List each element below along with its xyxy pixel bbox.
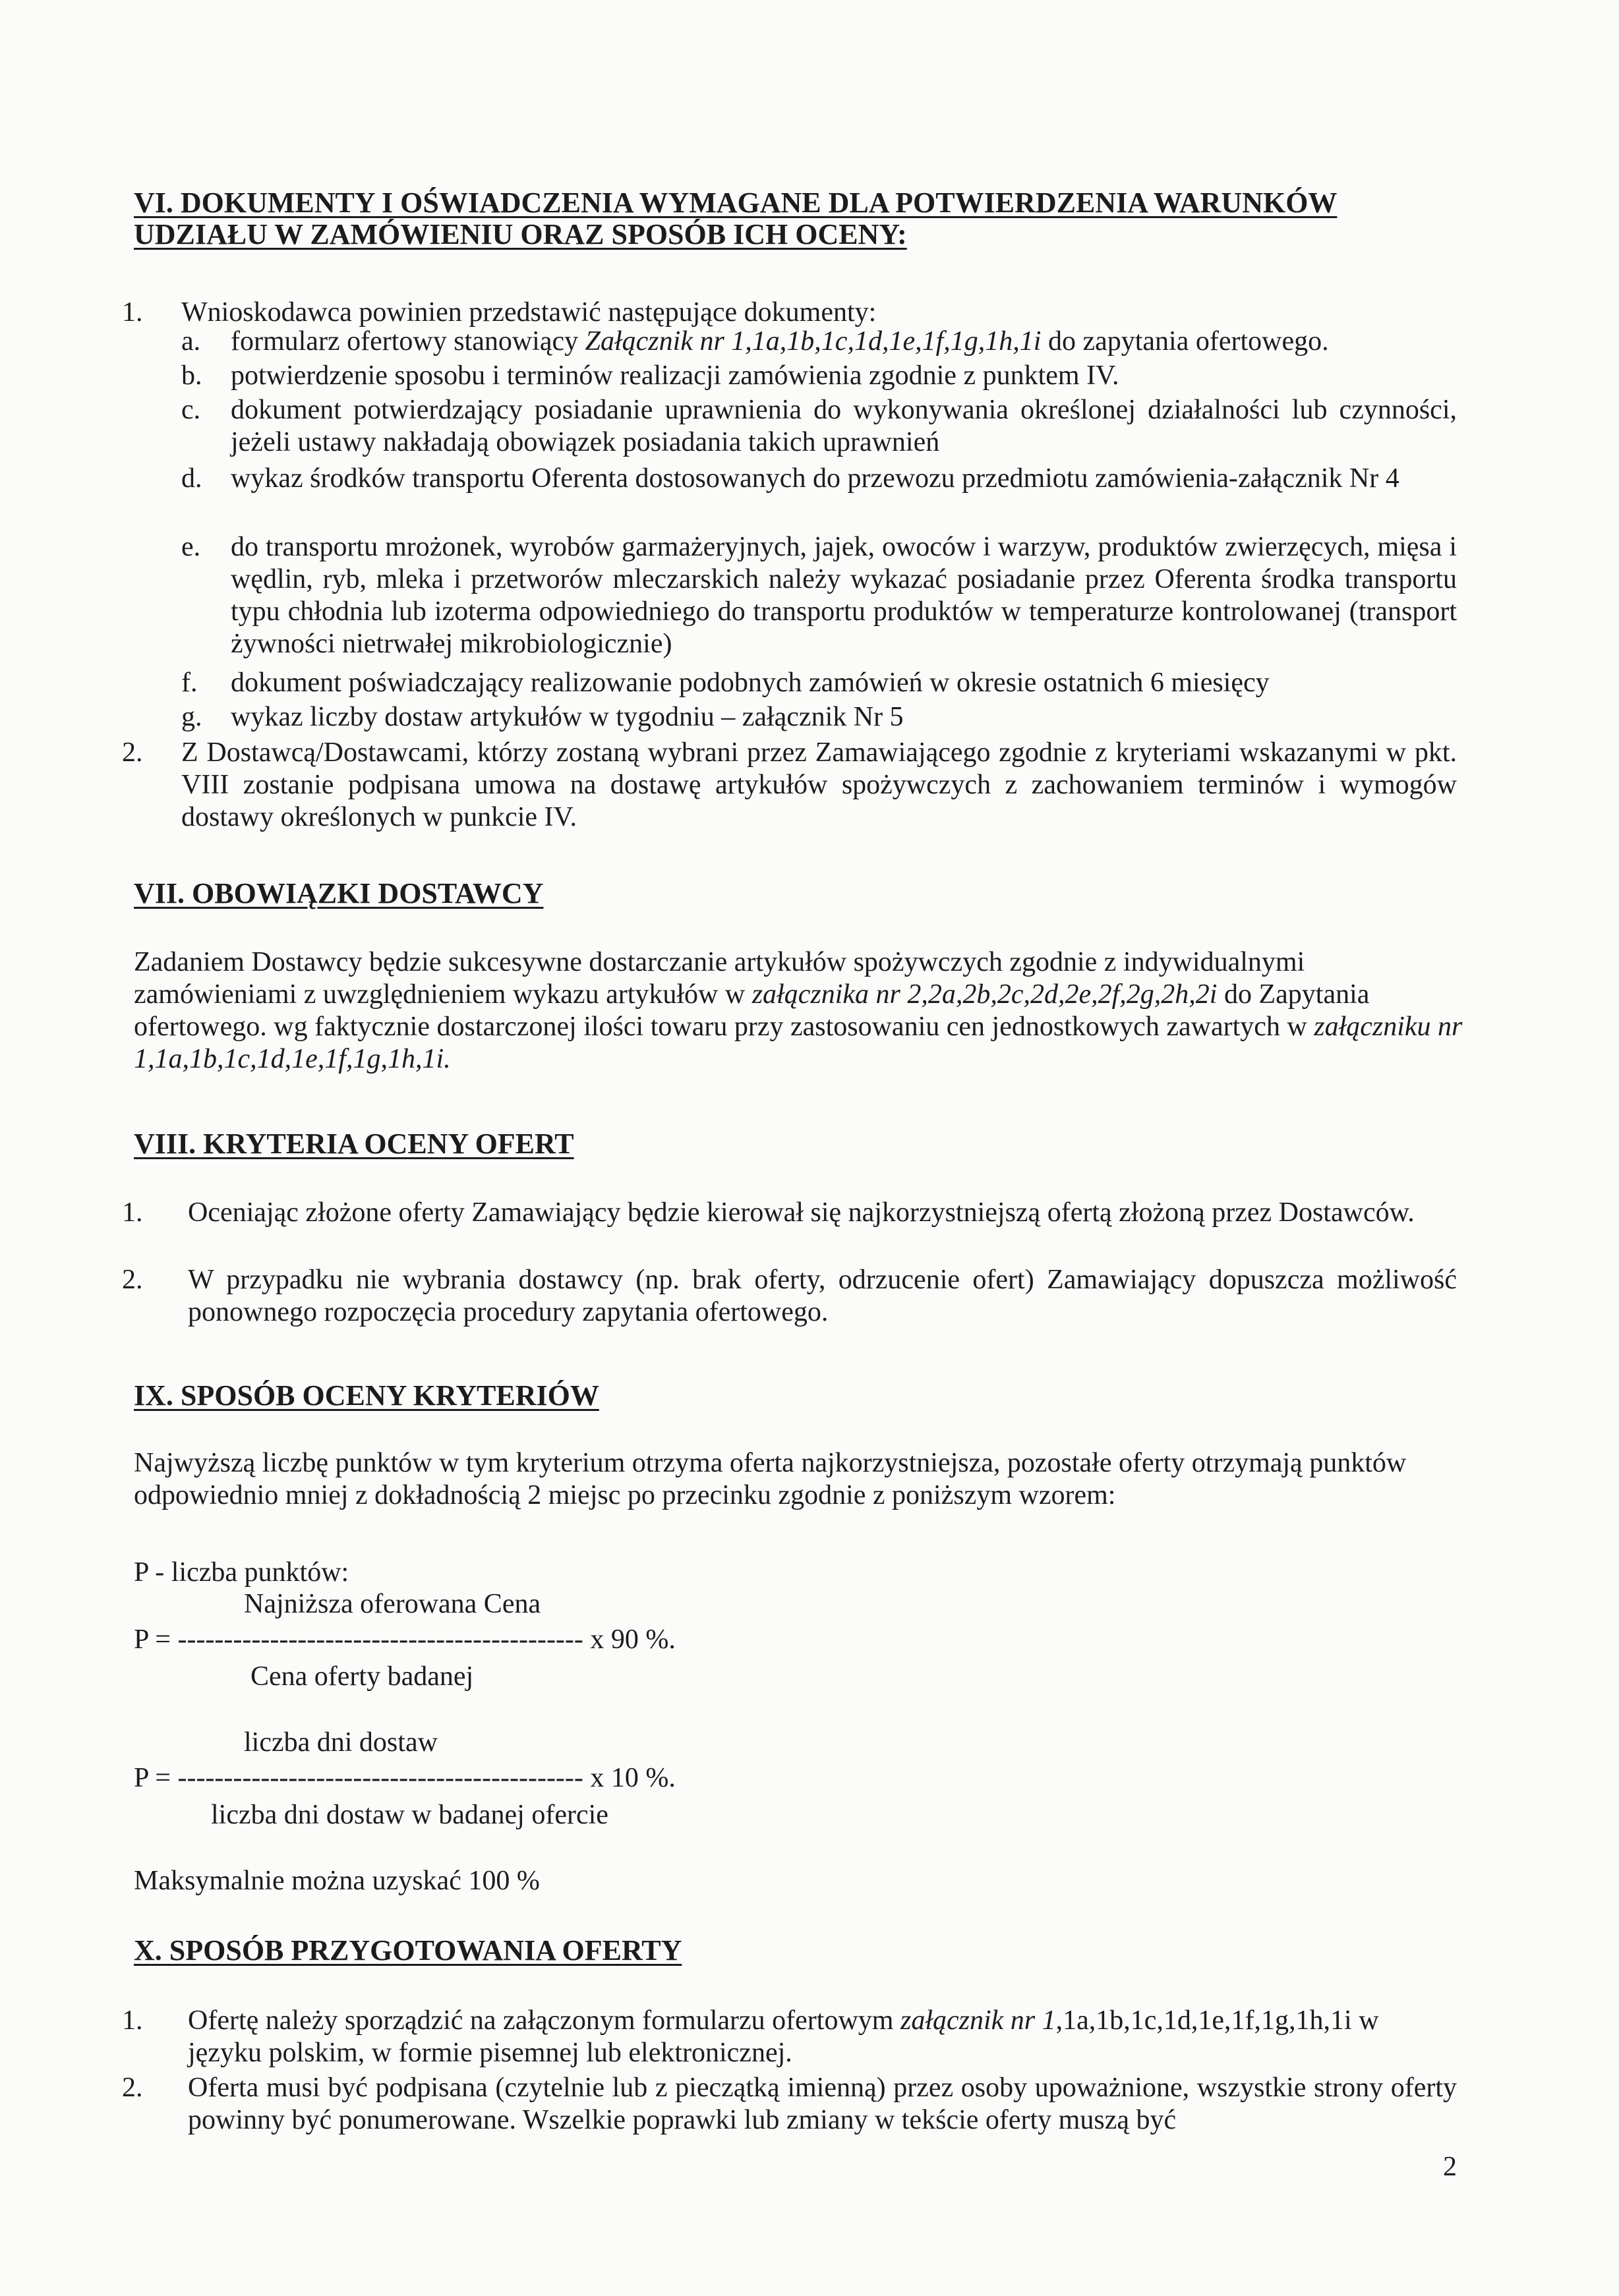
x-item1-pre: Ofertę należy sporządzić na załączonym formularzu ofertowym [188, 2005, 900, 2036]
vi-sub-b-text: potwierdzenie sposobu i terminów realizacji zamówienia zgodnie z punktem IV. [231, 360, 1119, 391]
formula2-numerator: liczba dni dostaw [244, 1727, 438, 1758]
vi-sub-f-mark: f. [181, 668, 198, 698]
vi-sub-c-mark: c. [181, 395, 201, 425]
formula2-line: P = -------------------------------------------- x 10 %. [134, 1763, 676, 1793]
formula1-line: P = -------------------------------------------- x 90 %. [134, 1624, 676, 1655]
vi-sub-c-text: dokument potwierdzający posiadanie uprawnienia do wykonywania określonej działalności lub czynności, jeżeli ustawy nakładają obowiązek posiadania takich uprawnień [231, 395, 1457, 457]
section-vii-paragraph [134, 946, 1465, 1076]
viii-item2-text: W przypadku nie wybrania dostawcy (np. brak oferty, odrzucenie ofert) Zamawiający dopuszcza możliwość ponownego rozpoczęcia procedury zapytania ofertowego. [188, 1265, 1457, 1327]
vi-sub-e-mark: e. [181, 532, 201, 562]
section-vii-heading: VII. OBOWIĄZKI DOSTAWCY [134, 877, 544, 909]
x-item1-number: 1. [122, 2005, 143, 2036]
section-viii-heading: VIII. KRYTERIA OCENY OFERT [134, 1128, 574, 1160]
vii-text-1: Zadaniem Dostawcy będzie sukcesywne dostarczanie artykułów spożywczych zgodnie z indywidualnymi zamówieniami z uwzględnieniem wykazu artykułów w [134, 947, 1305, 1010]
vi-sub-d-text: wykaz środków transportu Oferenta dostosowanych do przewozu przedmiotu zamówienia-załącznik Nr 4 [231, 463, 1399, 494]
vii-attachment-ref-2: załączniku nr 1,1a,1b,1c,1d,1e,1f,1g,1h,1i. [134, 1012, 1463, 1074]
formula2-denominator: liczba dni dostaw w badanej ofercie [211, 1800, 608, 1830]
viii-item2-number: 2. [122, 1265, 143, 1295]
formula1-denominator: Cena oferty badanej [250, 1661, 474, 1692]
vi-item1-number: 1. [122, 297, 143, 328]
formula1-numerator: Najniższa oferowana Cena [244, 1589, 541, 1619]
vi-sub-e-text: do transportu mrożonek, wyrobów garmażeryjnych, jajek, owoców i warzyw, produktów zwierzęcych, mięsa i wędlin, ryb, mleka i przetworów mleczarskich należy wykazać posiadanie przez Oferenta środka transportu typu chłodnia lub izoterma odpowiedniego do transportu produktów w temperaturze kontrolowanej (transport żywności nietrwałej mikrobiologicznie) [231, 532, 1457, 659]
section-x-heading: X. SPOSÓB PRZYGOTOWANIA OFERTY [134, 1934, 682, 1966]
vi-item1-text: Wnioskodawca powinien przedstawić następujące dokumenty: [181, 297, 877, 328]
viii-item1-number: 1. [122, 1197, 143, 1228]
vi-sub-a-mark: a. [181, 326, 201, 357]
section-ix-heading: IX. SPOSÓB OCENY KRYTERIÓW [134, 1379, 599, 1412]
ix-max-points: Maksymalnie można uzyskać 100 % [134, 1866, 540, 1896]
vii-text-2: do Zapytania ofertowego. wg faktycznie dostarczonej ilości towaru przy zastosowaniu cen jednostkowych zawartych w [134, 979, 1370, 1042]
vi-sub-d-mark: d. [181, 463, 202, 494]
vi-sub-f-text: dokument poświadczający realizowanie podobnych zamówień w okresie ostatnich 6 miesięcy [231, 668, 1270, 698]
vi-sub-g-text: wykaz liczby dostaw artykułów w tygodniu – załącznik Nr 5 [231, 702, 904, 732]
vi-sub-g-mark: g. [181, 702, 202, 732]
vi-sub-b-mark: b. [181, 360, 202, 391]
vi-sub-a-text [231, 326, 1457, 358]
vi-item2-number: 2. [122, 737, 143, 768]
section-vi-heading: VI. DOKUMENTY I OŚWIADCZENIA WYMAGANE DLA POTWIERDZENIA WARUNKÓW UDZIAŁU W ZAMÓWIENIU ORAZ SPOSÓB ICH OCENY: [134, 187, 1338, 250]
x-item2-text: Oferta musi być podpisana (czytelnie lub z pieczątką imienną) przez osoby upoważnione, wszystkie strony oferty powinny być ponumerowane. Wszelkie poprawki lub zmiany w tekście oferty muszą być [188, 2073, 1457, 2135]
ix-intro-paragraph: Najwyższą liczbę punktów w tym kryterium otrzyma oferta najkorzystniejsza, pozostałe oferty otrzymają punktów odpowiednio mniej z dokładnością 2 miejsc po przecinku zgodnie z poniższym wzorem: [134, 1448, 1407, 1510]
page-number: 2 [1443, 2152, 1457, 2182]
x-item1-attachment-ref: załącznik nr 1 [900, 2005, 1056, 2036]
x-item1-post: ,1a,1b,1c,1d,1e,1f,1g,1h,1i w języku polskim, w formie pisemnej lub elektronicznej. [188, 2005, 1379, 2068]
ix-points-label: P - liczba punktów: [134, 1557, 349, 1588]
vi-sub-a-attachment-ref: Załącznik nr 1,1a,1b,1c,1d,1e,1f,1g,1h,1i [585, 326, 1042, 357]
vii-attachment-ref-1: załącznika nr 2,2a,2b,2c,2d,2e,2f,2g,2h,2i [751, 979, 1218, 1010]
vi-sub-a-post: do zapytania ofertowego. [1041, 326, 1329, 357]
vi-sub-a-pre: formularz ofertowy stanowiący [231, 326, 585, 357]
vi-item2-text: Z Dostawcą/Dostawcami, którzy zostaną wybrani przez Zamawiającego zgodnie z kryteriami wskazanymi w pkt. VIII zostanie podpisana umowa na dostawę artykułów spożywczych z zachowaniem terminów i wymogów dostawy określonych w punkcie IV. [181, 737, 1457, 832]
viii-item1-text: Oceniając złożone oferty Zamawiający będzie kierował się najkorzystniejszą ofertą złożoną przez Dostawców. [188, 1197, 1415, 1228]
x-item1-text [188, 2005, 1457, 2069]
x-item2-number: 2. [122, 2073, 143, 2103]
